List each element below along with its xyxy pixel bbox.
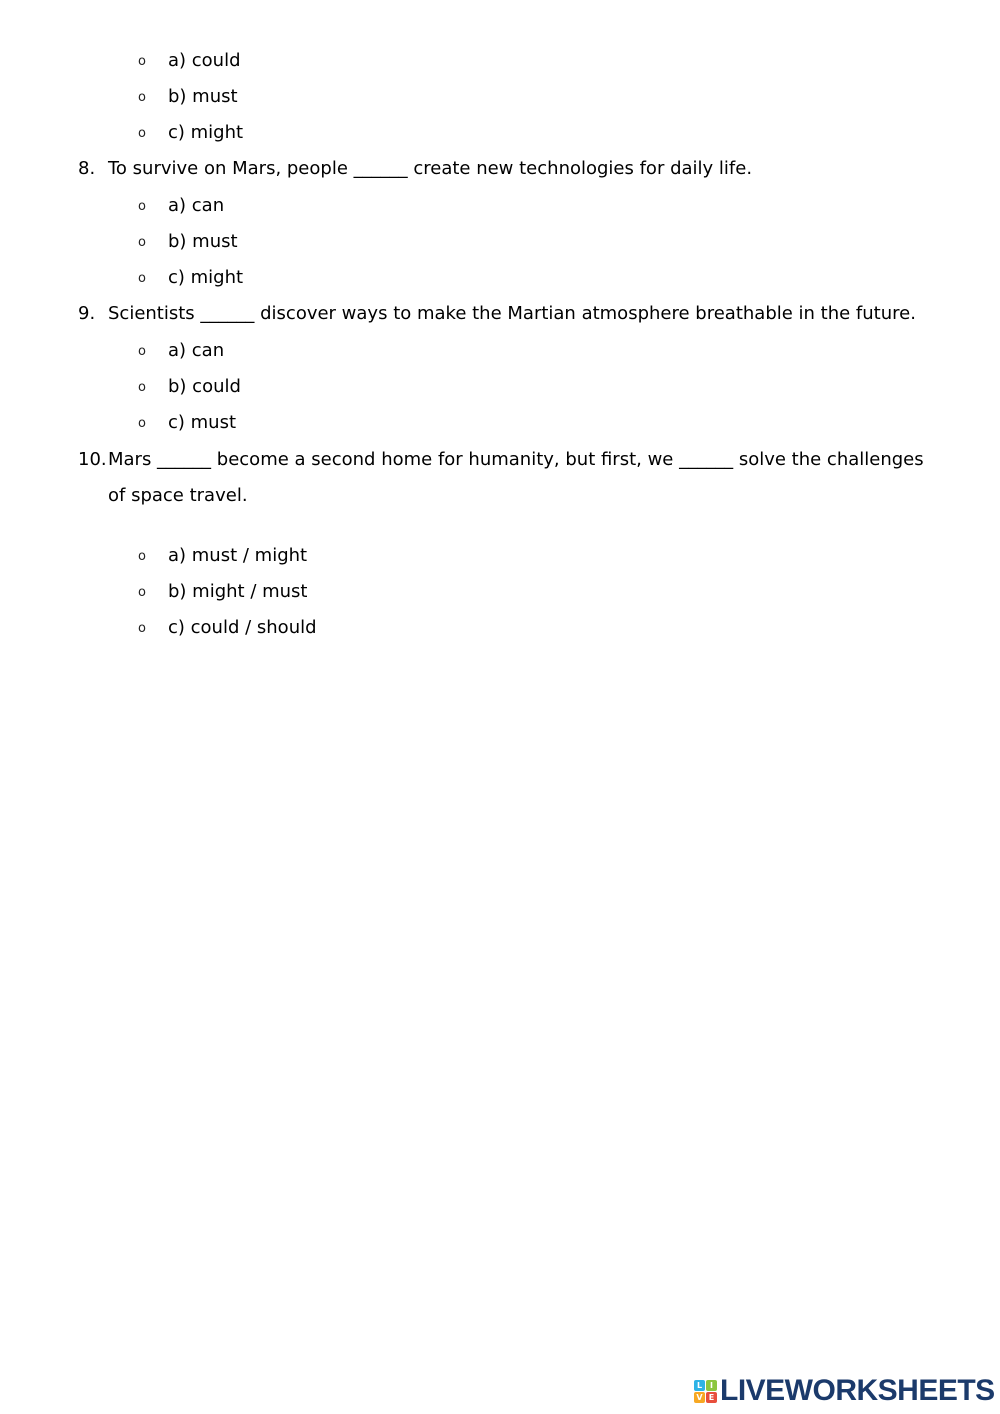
question-number: 10.	[78, 449, 107, 470]
bullet-icon: o	[138, 621, 146, 636]
logo-tile: V	[694, 1392, 705, 1403]
option-label: c) must	[168, 412, 237, 433]
option-label: b) must	[168, 231, 238, 252]
bullet-icon: o	[138, 126, 146, 141]
liveworksheets-logo	[694, 1376, 995, 1406]
option-label: c) might	[168, 122, 244, 143]
bullet-icon: o	[138, 380, 146, 395]
logo-tile: I	[706, 1380, 717, 1391]
bullet-icon: o	[138, 90, 146, 105]
option-label: b) must	[168, 86, 238, 107]
bullet-icon: o	[138, 199, 146, 214]
bullet-icon: o	[138, 585, 146, 600]
option-label: a) must / might	[168, 545, 308, 566]
question-number: 8.	[78, 158, 96, 179]
bullet-icon: o	[138, 344, 146, 359]
bullet-icon: o	[138, 271, 146, 286]
option-label: c) could / should	[168, 617, 317, 638]
liveworksheets-logo-icon	[694, 1380, 717, 1403]
bullet-icon: o	[138, 235, 146, 250]
question-number: 9.	[78, 303, 96, 324]
bullet-icon: o	[138, 549, 146, 564]
bullet-icon: o	[138, 54, 146, 69]
logo-tile: E	[706, 1392, 717, 1403]
question-text: Scientists ______ discover ways to make the Martian atmosphere breathable in the future.	[108, 303, 916, 324]
option-label: c) might	[168, 267, 244, 288]
question-text: To survive on Mars, people ______ create new technologies for daily life.	[108, 158, 753, 179]
question-text: Mars ______ become a second home for humanity, but first, we ______ solve the challenges of space travel.	[108, 449, 924, 506]
option-label: a) can	[168, 195, 225, 216]
logo-tile: L	[694, 1380, 705, 1391]
option-label: a) can	[168, 340, 225, 361]
option-label: b) could	[168, 376, 241, 397]
logo-brand-text: LIVEWORKSHEETS	[720, 1374, 995, 1407]
bullet-icon: o	[138, 416, 146, 431]
option-label: a) could	[168, 50, 241, 71]
option-label: b) might / must	[168, 581, 308, 602]
